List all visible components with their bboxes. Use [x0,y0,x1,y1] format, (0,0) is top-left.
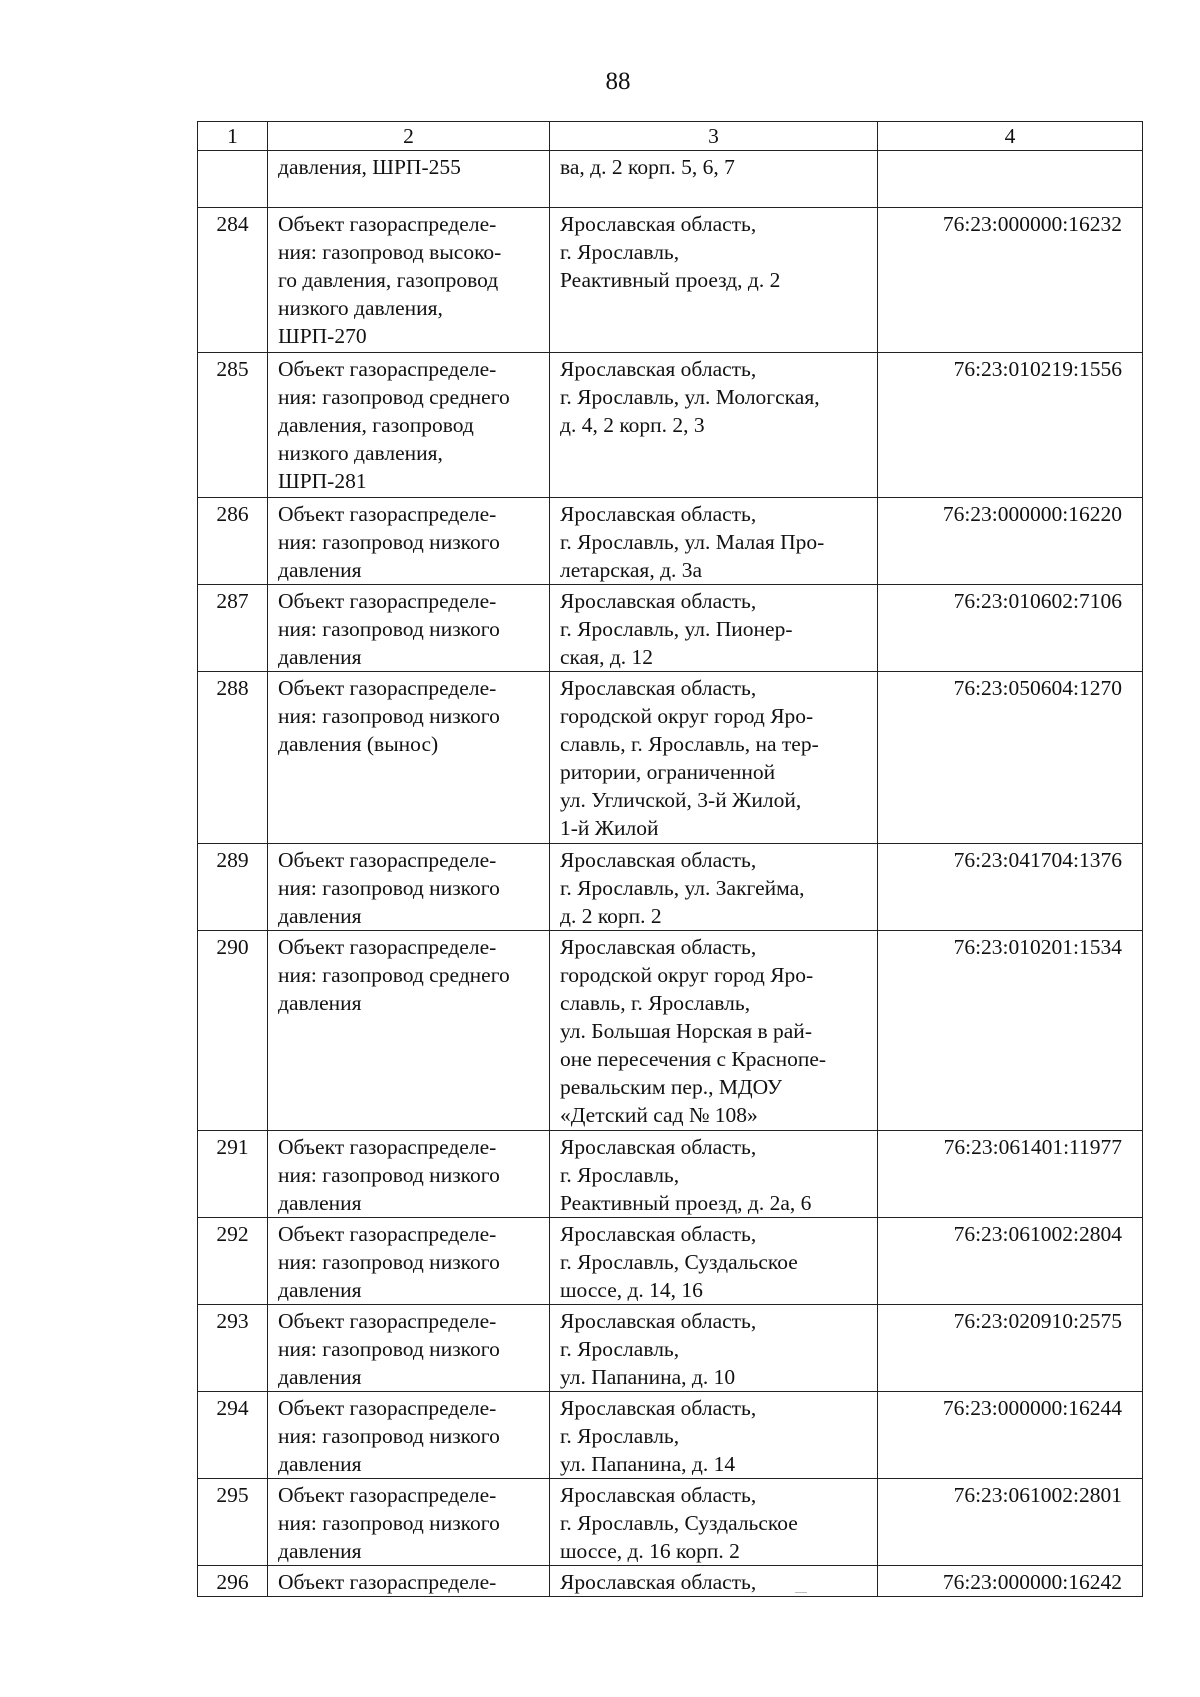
cadastral-number: 76:23:000000:16244 [878,1392,1143,1479]
table-row [198,353,1143,498]
row-number: 286 [198,498,268,585]
cadastral-number: 76:23:000000:16232 [878,208,1143,353]
cadastral-number: 76:23:010201:1534 [878,931,1143,1131]
table-row [198,672,1143,844]
object-name: Объект газораспределе- ния: газопровод низкого давления (вынос) [268,672,550,844]
row-number: 285 [198,353,268,498]
row-number: 288 [198,672,268,844]
cadastral-number: 76:23:010602:7106 [878,585,1143,672]
row-number: 295 [198,1479,268,1566]
object-address: Ярославская область, г. Ярославль, Реактивный проезд, д. 2а, 6 [550,1131,878,1218]
table-row [198,1392,1143,1479]
object-address: Ярославская область, г. Ярославль, Суздальское шоссе, д. 14, 16 [550,1218,878,1305]
cadastral-number: 76:23:050604:1270 [878,672,1143,844]
table-row [198,1566,1143,1597]
row-number: 289 [198,844,268,931]
registry-table [197,121,1143,1597]
object-address: Ярославская область, городской округ город Яро- славль, г. Ярославль, ул. Большая Норская в рай- оне пересечения с Краснопе- ревальским пер., МДОУ «Детский сад № 108» [550,931,878,1131]
table-header-row [198,122,1143,151]
object-address: Ярославская область, г. Ярославль, ул. Малая Про- летарская, д. 3а [550,498,878,585]
object-address: Ярославская область, городской округ город Яро- славль, г. Ярославль, на тер- ритории, ограниченной ул. Угличской, 3-й Жилой, 1-й Жилой [550,672,878,844]
object-name: Объект газораспределе- ния: газопровод низкого давления [268,585,550,672]
object-name: Объект газораспределе- ния: газопровод низкого давления [268,1392,550,1479]
table-row [198,844,1143,931]
object-name: давления, ШРП-255 [268,151,550,208]
object-address: ва, д. 2 корп. 5, 6, 7 [550,151,878,208]
row-number: 293 [198,1305,268,1392]
cadastral-number: 76:23:061401:11977 [878,1131,1143,1218]
object-name: Объект газораспределе- ния: газопровод низкого давления [268,1305,550,1392]
column-header: 3 [550,122,878,151]
object-name: Объект газораспределе- ния: газопровод высоко- го давления, газопровод низкого давления, ШРП-270 [268,208,550,353]
row-number: 284 [198,208,268,353]
cadastral-number: 76:23:061002:2801 [878,1479,1143,1566]
object-name: Объект газораспределе- ния: газопровод среднего давления [268,931,550,1131]
object-name: Объект газораспределе- [268,1566,550,1597]
scan-mark [795,1592,807,1593]
cadastral-number: 76:23:000000:16242 [878,1566,1143,1597]
object-address: Ярославская область, г. Ярославль, ул. Папанина, д. 14 [550,1392,878,1479]
table-row [198,931,1143,1131]
cadastral-number: 76:23:010219:1556 [878,353,1143,498]
object-name: Объект газораспределе- ния: газопровод низкого давления [268,1131,550,1218]
row-number: 296 [198,1566,268,1597]
column-header: 1 [198,122,268,151]
cadastral-number: 76:23:061002:2804 [878,1218,1143,1305]
table-row [198,1305,1143,1392]
row-number: 292 [198,1218,268,1305]
cadastral-number: 76:23:020910:2575 [878,1305,1143,1392]
object-name: Объект газораспределе- ния: газопровод низкого давления [268,1479,550,1566]
table-row [198,1479,1143,1566]
object-name: Объект газораспределе- ния: газопровод среднего давления, газопровод низкого давления, ШРП-281 [268,353,550,498]
row-number: 290 [198,931,268,1131]
row-number: 291 [198,1131,268,1218]
cadastral-number: 76:23:000000:16220 [878,498,1143,585]
table-row [198,151,1143,208]
object-name: Объект газораспределе- ния: газопровод низкого давления [268,498,550,585]
table-row [198,585,1143,672]
table-row [198,1218,1143,1305]
object-address: Ярославская область, г. Ярославль, Суздальское шоссе, д. 16 корп. 2 [550,1479,878,1566]
row-number: 287 [198,585,268,672]
object-address: Ярославская область, [550,1566,878,1597]
object-address: Ярославская область, г. Ярославль, ул. Мологская, д. 4, 2 корп. 2, 3 [550,353,878,498]
table-row [198,208,1143,353]
row-number [198,151,268,208]
table-row [198,498,1143,585]
object-address: Ярославская область, г. Ярославль, ул. Пионер- ская, д. 12 [550,585,878,672]
page-number: 88 [605,68,631,95]
cadastral-number: 76:23:041704:1376 [878,844,1143,931]
column-header: 2 [268,122,550,151]
cadastral-number [878,151,1143,208]
object-address: Ярославская область, г. Ярославль, Реактивный проезд, д. 2 [550,208,878,353]
object-name: Объект газораспределе- ния: газопровод низкого давления [268,844,550,931]
object-name: Объект газораспределе- ния: газопровод низкого давления [268,1218,550,1305]
column-header: 4 [878,122,1143,151]
object-address: Ярославская область, г. Ярославль, ул. Закгейма, д. 2 корп. 2 [550,844,878,931]
row-number: 294 [198,1392,268,1479]
table-row [198,1131,1143,1218]
object-address: Ярославская область, г. Ярославль, ул. Папанина, д. 10 [550,1305,878,1392]
